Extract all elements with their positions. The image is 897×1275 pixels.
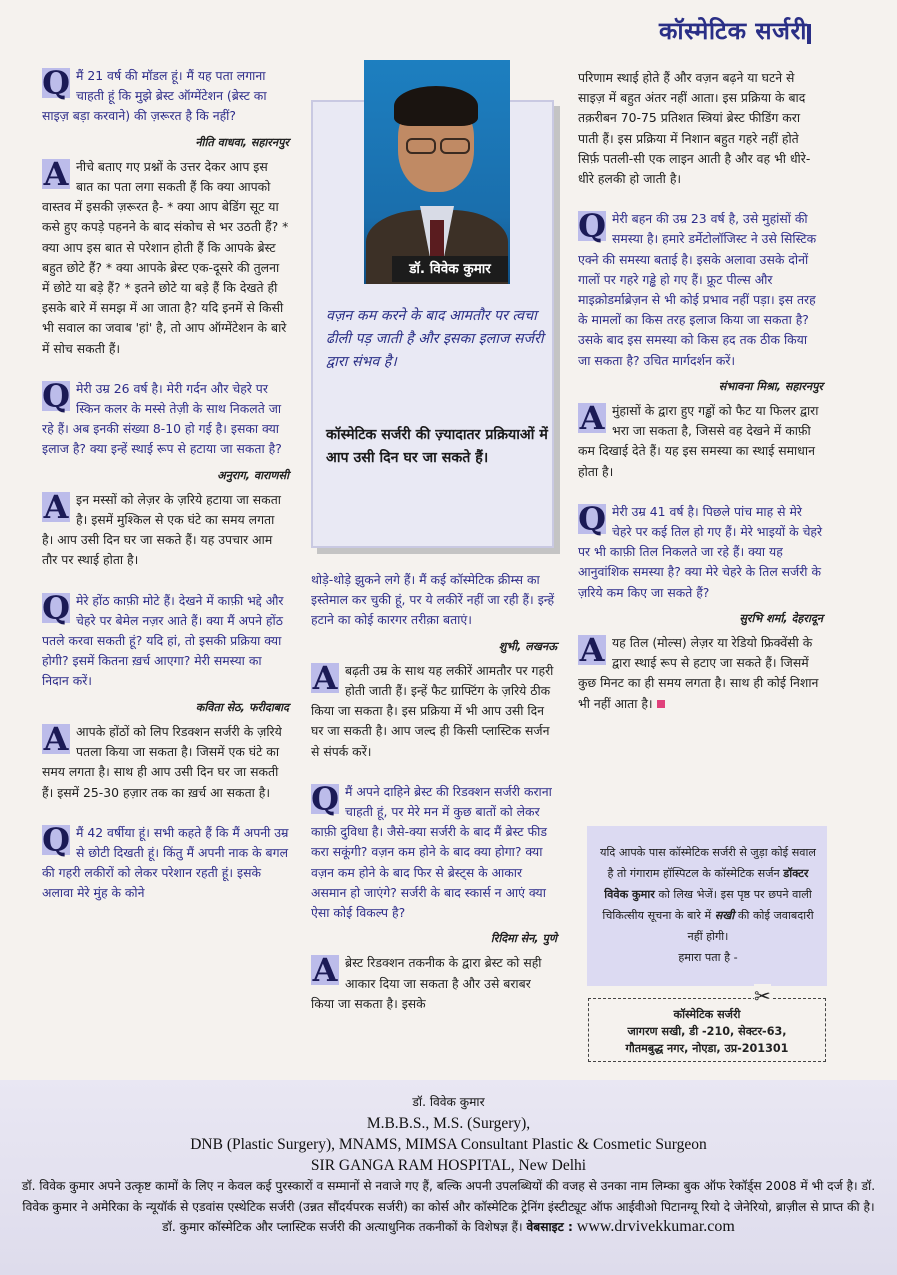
hair-shape (394, 86, 478, 126)
address-line-2: जागरण सखी, डी -210, सेक्टर-63, (627, 1025, 787, 1038)
contact-text-3: की कोई जवाबदारी नहीं होगी। (687, 909, 814, 943)
pull-quote-2: कॉस्मेटिक सर्जरी की ज़्यादातर प्रक्रियाओं में आप उसी दिन घर जा सकते हैं। (326, 427, 548, 466)
q-badge-icon: Q (42, 376, 70, 415)
qa-right-1 (578, 209, 823, 482)
question-text: मेरी उम्र 41 वर्ष है। पिछले पांच माह से मेरे चेहरे पर कई तिल हो गए हैं। मेरे भाइयों के चेहरे पर भी काफ़ी तिल निकलते जा रहे हैं। क्या यह आनुवांशिक समस्या है? क्या मेरे चेहरे के तिल सर्जरी के ज़रिये कम किए जा सकते हैं? (578, 503, 823, 600)
website-link[interactable]: www.drvivekkumar.com (576, 1218, 735, 1235)
doctor-credentials (20, 1092, 877, 1176)
footer-hospital: SIR GANGA RAM HOSPITAL, New Delhi (310, 1157, 587, 1174)
qa-4 (42, 820, 289, 904)
answer-text: ब्रेस्ट रिडक्शन तकनीक के द्वारा ब्रेस्ट को सही आकार दिया जा सकता है और उसे बराबर किया जा सकता है। इसके (311, 955, 542, 1011)
a-badge-icon: A (579, 399, 605, 438)
doctor-photo (364, 60, 510, 284)
signature: सुरभि शर्मा, देहरादून (739, 611, 823, 625)
signature: नीति वाधवा, सहारनपुर (195, 135, 289, 149)
a-badge-icon: A (43, 719, 69, 758)
scissors-icon: ✂ (754, 984, 771, 1008)
signature: रिदिमा सेन, पुणे (490, 932, 557, 946)
answer-text: आपके होंठों को लिप रिडक्शन सर्जरी के ज़रिये पतला किया जा सकता है। जिसमें एक घंटे का समय लगता है। साथ ही आप उसी दिन घर जा सकती हैं। इसमें 25-30 हज़ार तक का ख़र्च आ सकता है। (42, 723, 282, 800)
address-line-1: कॉस्मेटिक सर्जरी (673, 1008, 741, 1021)
left-column (42, 66, 289, 924)
website-label: वेबसाइट : (526, 1220, 573, 1234)
q-badge-icon: Q (42, 64, 70, 102)
address-text (596, 1006, 818, 1057)
signature: अनुराग, वाराणसी (217, 468, 289, 482)
middle-column (311, 570, 557, 1034)
address-line-3: गौतमबुद्ध नगर, नोएडा, उप्र-201301 (625, 1042, 789, 1055)
footer-name: डॉ. विवेक कुमार (412, 1095, 485, 1109)
page-title: कॉस्मेटिक सर्जरी (659, 17, 807, 45)
question-text: मेरी उम्र 26 वर्ष है। मेरी गर्दन और चेहरे पर स्किन कलर के मस्से तेज़ी के साथ निकलते जा रहे हैं। अब इनकी संख्या 8-10 हो गई है। इसका क्या इलाज है? क्या इन्हें स्थाई रूप से हटाया जा सकता है? (42, 380, 282, 457)
contact-doctor-name: डॉक्टर विवेक कुमार (604, 867, 809, 901)
answer-text-inner: यह तिल (मोल्स) लेज़र या रेडियो फ्रिक्वेंसी के द्वारा स्थाई रूप से हटाए जा सकते हैं। जिसमें कुछ मिनट का ही समय लगता है। साथ ही कोई निशान भी नहीं आता है। (578, 635, 819, 711)
a-badge-icon: A (579, 631, 605, 670)
answer-text: मुंहासों के द्वारा हुए गड्ढों को फैट या फिलर द्वारा भरा जा सकता है, जिससे वह देखने में काफ़ी कम दिखाई देते हैं। यह इस समस्या का स्थाई समाधान होता है। (578, 403, 819, 479)
q-badge-icon: Q (578, 207, 606, 246)
contact-sakhi: सखी (714, 909, 735, 922)
contact-address-label: हमारा पता है - (678, 951, 738, 964)
answer-text: बढ़ती उम्र के साथ यह लकीरें आमतौर पर गहरी होती जाती हैं। इन्हें फैट ग्राफ्टिंग के ज़रिये ठीक किया जा सकता है। इस प्रक्रिया में भी आप उसी दिन घर जा सकती है। आप जल्द ही किसी प्लास्टिक सर्जन से संपर्क करें। (311, 662, 554, 759)
contact-text-1: यदि आपके पास कॉस्मेटिक सर्जरी से जुड़ा कोई सवाल है तो गंगाराम हॉस्पिटल के कॉस्मेटिक सर्जन (600, 846, 816, 880)
a-badge-icon: A (312, 658, 338, 697)
footer-degree-1: M.B.B.S., M.S. (Surgery), (366, 1115, 531, 1132)
q-badge-icon: Q (42, 588, 70, 627)
answer-continuation: परिणाम स्थाई होते हैं और वज़न बढ़ने या घटने से साइज़ में बहुत अंतर नहीं आता। इस प्रक्रिया के बाद तक़रीबन 70-75 प्रतिशत स्त्रियां ब्रेस्ट फीडिंग करा पाती हैं। इस प्रक्रिया में निशान बहुत गहरे नहीं होते सिर्फ़ पतली-सी एक लाइन आती है और वह भी धीरे-धीरे हलकी हो जाती है। (578, 70, 811, 187)
question-text: मेरे होंठ काफ़ी मोटे हैं। देखने में काफ़ी भद्दे और चेहरे पर बेमेल नज़र आते हैं। क्या मैं अपने होंठ पतले करवा सकती हूं? यदि हां, तो इसकी प्रक्रिया क्या होगी? इसमें कितना ख़र्च आएगा? मेरी समस्या का निदान करें। (42, 592, 284, 689)
qa-right-2 (578, 499, 823, 714)
title-bar (807, 24, 811, 44)
right-column (578, 68, 823, 734)
a-badge-icon: A (312, 951, 338, 990)
qa-1 (42, 66, 289, 359)
end-mark-icon (657, 700, 665, 708)
question-text: मैं 42 वर्षीया हूं। सभी कहते हैं कि मैं अपनी उम्र से छोटी दिखती हूं। किंतु मैं अपनी नाक के बगल की गहरी लकीरों को लेकर परेशान रहती हूं। इसके अलावा मेरे मुंह के कोने (42, 824, 289, 901)
qa-2 (42, 376, 289, 571)
signature: कविता सेठ, फरीदाबाद (195, 700, 289, 714)
q-badge-icon: Q (311, 779, 339, 818)
a-badge-icon: A (43, 154, 69, 193)
glasses-right-icon (440, 138, 470, 154)
bio-text: डॉ. विवेक कुमार अपने उत्कृष्ट कामों के लिए न केवल कई पुरस्कारों व सम्मानों से नवाजे गए हैं, बल्कि अपनी उपलब्धियों की वजह से उनका नाम लिम्का बुक ऑफ रेकॉर्ड्स 2008 में भी दर्ज है। डॉ. विवेक कुमार ने अमेरिका के न्यूयॉर्क से एडवांस एस्थेटिक सर्जरी (उन्नत सौंदर्यपरक सर्जरी) का कोर्स और कॉस्मेटिक ट्रेनिंग इंस्टीट्यूट ऑफ आईवीओ पिटानग्यू रियो दे जेनेरियो, ब्राज़ील से प्राप्त की है। डॉ. कुमार कॉस्मेटिक और प्लास्टिक सर्जरी की अत्याधुनिक तकनीकों के विशेषज्ञ हैं। (21, 1179, 876, 1234)
signature: शुभी, लखनऊ (498, 639, 557, 653)
a-badge-icon: A (43, 487, 69, 526)
answer-text: इन मस्सों को लेज़र के ज़रिये हटाया जा सकता है। इसमें मुश्किल से एक घंटे का समय लगता है। आप उसी दिन घर जा सकते हैं। यह उपचार आम तौर पर स्थाई होता है। (42, 491, 281, 568)
contact-text (600, 842, 816, 968)
q-badge-icon: Q (578, 499, 606, 538)
question-text: मेरी बहन की उम्र 23 वर्ष है, उसे मुहांसों की समस्या है। हमारे डर्मेटोलॉजिस्ट ने उसे सिस्टिक एक्ने की समस्या बताई है। इसके अलावा उसके दोनों गालों पर गहरे गड्ढे हो गए हैं। फ़्रूट पील्स और माइक्रोडर्माब्रेज़न से भी कोई प्रभाव नहीं पड़ा। इस तरह के मामलों का किस तरह इलाज किया जा सकता है? उसके बाद इस समस्या को किस हद तक ठीक किया जा सकता है? उचित मार्गदर्शन करें। (578, 211, 817, 368)
q-badge-icon: Q (42, 820, 70, 859)
answer-text: नीचे बताए गए प्रश्नों के उत्तर देकर आप इस बात का पता लगा सकती हैं कि क्या आपको वास्तव में इसकी ज़रूरत है- * क्या आप बेडिंग सूट या कसे हुए कपड़े पहनने के बाद संकोच से भर उठती हैं? * क्या आप इस बात से परेशान होती हैं कि आपके ब्रेस्ट बहुत छोटे हैं? * क्या आपके ब्रेस्ट एक-दूसरे की तुलना में छोटे या बड़े हैं? * इतने छोटे या बड़े हैं कि देखते ही इसके बारे में समझ में आ जाता है? यदि इनमें से किसी भी सवाल का जवाब 'हां' है, तो आप ऑग्मेंटेशन के बारे में सोच सकती हैं। (42, 158, 289, 356)
qa-mid-2 (311, 779, 557, 1014)
footer-degree-2: DNB (Plastic Surgery), MNAMS, MIMSA Consultant Plastic & Cosmetic Surgeon (190, 1136, 707, 1153)
qa-3 (42, 588, 289, 803)
photo-caption: डॉ. विवेक कुमार (392, 256, 508, 282)
qa-mid-1 (311, 658, 557, 762)
question-text: मैं 21 वर्ष की मॉडल हूं। मैं यह पता लगाना चाहती हूं कि मुझे ब्रेस्ट ऑग्मेंटेशन (ब्रेस्ट का साइज़ बड़ा करवाने) की ज़रूरत है कि नहीं? (42, 68, 267, 124)
doctor-bio (20, 1176, 877, 1238)
contact-text-2: को लिख भेजें। इस पृष्ठ पर छपने वाली चिकित्सीय सूचना के बारे में (602, 888, 812, 922)
answer-text (578, 633, 823, 714)
pull-quote-1: वज़न कम करने के बाद आमतौर पर त्वचा ढीली पड़ जाती है और इसका इलाज सर्जरी द्वारा संभव है। (326, 308, 544, 370)
question-continuation: थोड़े-थोड़े झुकने लगे हैं। मैं कई कॉस्मेटिक क्रीम्स का इस्तेमाल कर चुकी हूं, पर ये लकीरें नहीं जा रही हैं। इन्हें हटाने का कोई कारगर तरीक़ा बताएं। (311, 572, 555, 628)
glasses-left-icon (406, 138, 436, 154)
question-text: मैं अपने दाहिने ब्रेस्ट की रिडक्शन सर्जरी कराना चाहती हूं, पर मेरे मन में कुछ बातों को लेकर काफ़ी दुविधा है। जैसे-क्या सर्जरी के बाद मैं ब्रेस्ट फीड करा सकूंगी? वज़न कम होने के बाद क्या होगा? क्या वज़न कम होने के बाद फिर से ब्रेस्ट्स के आकार असमान हो जाएंगे? सर्जरी के बाद स्कार्स न आएं क्या ऐसा कोई विकल्प है? (311, 783, 552, 921)
signature: संभावना मिश्रा, सहारनपुर (718, 379, 823, 393)
